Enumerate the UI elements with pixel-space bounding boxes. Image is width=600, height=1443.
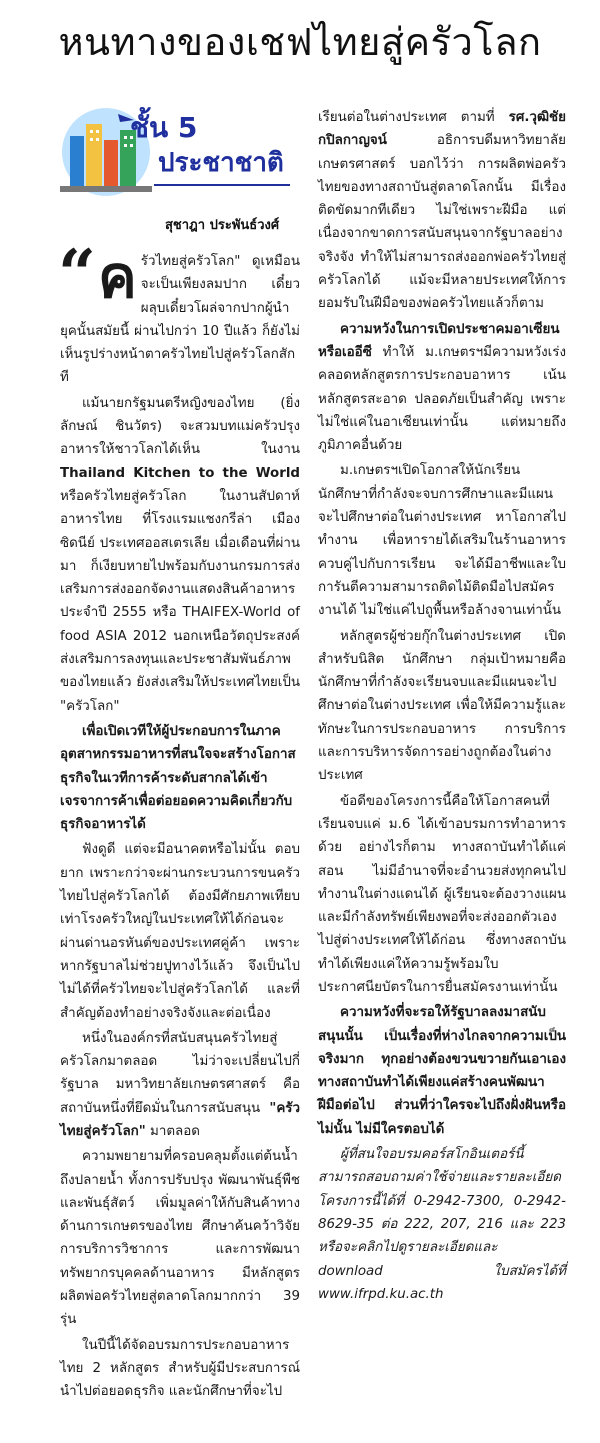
event-name: Thailand Kitchen to the World [60,465,300,481]
headline: หนทางของเชฟไทยสู่ครัวโลก [58,20,542,64]
drop-cap: ค [97,243,137,311]
paragraph: ความพยายามที่ครอบคลุมตั้งแต่ต้นน้ำถึงปลายน้ำ ทั้งการปรับปรุง พัฒนาพันธุ์พืชและพันธุ์สัตว์ เพิ่มมูลค่าให้กับสินค้าทางด้านการเกษตรของไทย ศึกษาค้นคว้าวิจัย การบริการวิชาการ และการพัฒนาทรัพยากรบุคคลด้านอาหาร มีหลักสูตรผลิตพ่อครัวไทยสู่ตลาดโลกมากกว่า 39 รุ่น [60,1149,300,1328]
paragraph: ความหวังที่จะรอให้รัฐบาลลงมาสนับสนุนนั้น เป็นเรื่องที่ห่างไกลจากความเป็นจริงมาก ทุกอย่างต้องขวนขวายกันเอาเองทางสถาบันทำได้เพียงแค่สร้างคนพัฒนาฝีมือต่อไป ส่วนที่ว่าใครจะไปถึงฝั่งฝันหรือไม่นั้น ไม่มีใครตอบได้ [318,1005,566,1137]
paragraph: หลักสูตรผู้ช่วยกุ๊กในต่างประเทศ เปิดสำหรับนิสิต นักศึกษา กลุ่มเป้าหมายคือนักศึกษาที่กำลังจะเรียนจบและมีแผนจะไปศึกษาต่อในต่างประเทศ เพื่อให้มีความรู้และทักษะในการประกอบอาหาร การบริการ และการบริหารจัดการอย่างถูกต้องในต่างประเทศ [318,628,566,784]
lead-text: รัวไทยสู่ครัวโลก" ดูเหมือนจะเป็นเพียงลมปาก เดี๋ยวผลุบเดี๋ยวโผล่จากปากผู้นำยุคนั้นสมัยนี้ ผ่านไปกว่า 10 ปีแล้ว ก็ยังไม่เห็นรูปร่างหน้าตาครัวไทยไปสู่ครัวโลกสักที [60,254,300,386]
column-name-line2: ประชาชาติ [158,142,284,183]
author-byline: สุชาฎา ประพันธ์วงศ์ [165,218,280,233]
column-name-line1: ชั้น 5 [130,111,198,144]
paragraph: ในปีนี้ได้จัดอบรมการประกอบอาหารไทย 2 หลักสูตร สำหรับผู้มีประสบการณ์นำไปต่อยอดธุรกิจ และนักศึกษาที่จะไป [60,1337,300,1400]
paragraph: เพื่อเปิดเวทีให้ผู้ประกอบการในภาคอุตสาหกรรมอาหารที่สนใจจะสร้างโอกาสธุรกิจในเวทีการค้าระดับสากลได้เข้าเจรจาการค้าเพื่อต่อยอดความคิดเกี่ยวกับธุรกิจอาหารได้ [60,723,296,833]
paragraph: ฟังดูดี แต่จะมีอนาคตหรือไม่นั้น ตอบยาก เพราะกว่าจะผ่านกระบวนการขนครัวไทยไปสู่ครัวโลกได้ ต้องมีศักยภาพเทียบเท่าโรงครัวใหญ่ในประเทศให้ได้ก่อนจะผ่านด่านอรหันต์ของประเทศคู่ค้า เพราะหากรัฐบาลไม่ช่วยปูทางไว้แล้ว จึงเป็นไปไม่ได้ที่ครัวไทยจะไปสู่ครัวโลกได้ และที่สำคัญต้องทำอย่างจริงจังและต่อเนื่อง [60,842,300,1021]
paragraph: หนึ่งในองค์กรที่สนับสนุนครัวไทยสู่ครัวโลกมาตลอด ไม่ว่าจะเปลี่ยนไปกี่รัฐบาล มหาวิทยาลัยเกษตรศาสตร์ คือสถาบันหนึ่งที่ยึดมั่นในการสนับสนุน "ครัวไทยสู่ครัวโลก" มาตลอด [60,1030,300,1139]
column-logo [60,106,304,198]
open-quote-mark: “ [58,235,96,313]
paragraph: ข้อดีของโครงการนี้คือให้โอกาสคนที่เรียนจบแค่ ม.6 ได้เข้าอบรมการทำอาหารด้วย อย่างไรก็ตาม ทางสถาบันทำได้แค่สอน ไม่มีอำนาจที่จะอำนวยส่งทุกคนไปทำงานในต่างแดนได้ ผู้เรียนจะต้องวางแผนและมีกำลังทรัพย์เพียงพอที่จะส่งออกตัวเองไปสู่ต่างประเทศให้ได้ก่อน ซึ่งทางสถาบันทำได้เพียงแค่ให้ความรู้พร้อมใบประกาศนียบัตรในการยื่นสมัครงานเท่านั้น [318,793,566,995]
paragraph: เรียนต่อในต่างประเทศ ตามที่ รศ.วุฒิชัย กปิลกาญจน์ อธิการบดีมหาวิทยาลัยเกษตรศาสตร์ บอกไว้ว่า การผลิตพ่อครัวไทยของทางสถาบันสู่ตลาดโลกนั้น มีเรื่องติดขัดมากทีเดียว ไม่ใช่เพราะฝีมือ แต่เนื่องจากขาดการสนับสนุนจากรัฐบาลอย่างจริงจัง ทำให้ไม่สามารถส่งออกพ่อครัวไทยสู่ครัวโลกได้ แม้จะมีหลายประเทศให้การยอมรับในฝีมือของพ่อครัวไทยแล้วก็ตาม [318,110,566,312]
paragraph: ความหวังในการเปิดประชาคมอาเซียน หรือเออีซี ทำให้ ม.เกษตรฯมีความหวังเร่งคลอดหลักสูตรการประกอบอาหาร เน้นหลักสูตรสะอาด ปลอดภัยเป็นสำคัญ เพราะไม่ใช่แค่ในอาเซียนเท่านั้น แต่หมายถึงภูมิภาคอื่นด้วย [318,321,566,454]
lead-paragraph [58,235,300,390]
contact-info: ผู้ที่สนใจอบรมคอร์สโกอินเตอร์นี้ สามารถสอบถามค่าใช้จ่ายและรายละเอียดโครงการนี้ได้ที่ 0-2942-7300, 0-2942-8629-35 ต่อ 222, 207, 216 และ 223 หรือจะคลิกไปดูรายละเอียดและ download ใบสมัครได้ที่ www.ifrpd.ku.ac.th [318,1147,566,1302]
paragraph: ม.เกษตรฯเปิดโอกาสให้นักเรียนนักศึกษาที่กำลังจะจบการศึกษาและมีแผนจะไปศึกษาต่อในต่างประเทศ หาโอกาสไปทำงาน เพื่อหารายได้เสริมในร้านอาหาร ควบคู่ไปกับการเรียน จะได้มีอาชีพและใบการันตีความสามารถติดไม้ติดมือไปสมัครงานได้ ไม่ใช่แค่ไปถูพื้นหรือล้างจานเท่านั้น [318,463,566,619]
left-column [58,235,300,1406]
paragraph: แม้นายกรัฐมนตรีหญิงของไทย (ยิ่งลักษณ์ ชินวัตร) จะสวมบทแม่ครัวปรุงอาหารให้ชาวโลกได้เห็น ในงาน Thailand Kitchen to the World หรือครัวไทยสู่ครัวโลก ในงานสัปดาห์อาหารไทย ที่โรงแรมแชงกรีล่า เมืองซิดนีย์ ประเทศออสเตรเลีย เมื่อเดือนที่ผ่านมา ก็เงียบหายไปพร้อมกับงานกรมการส่งเสริมการส่งออกจัดงานแสดงสินค้าอาหาร ประจำปี 2555 หรือ THAIFEX-World of food ASIA 2012 นอกเหนือวัตถุประสงค์ส่งเสริมการลงทุนและประชาสัมพันธ์ภาพของไทยแล้ว ยังส่งเสริมให้ประเทศไทยเป็น "ครัวโลก" [60,395,300,714]
right-column [318,106,566,1308]
campaign-name: "ครัวไทยสู่ครัวโลก" [60,1100,300,1139]
person-name: รศ.วุฒิชัย กปิลกาญจน์ [318,110,566,149]
aec-phrase: ความหวังในการเปิดประชาคมอาเซียน หรือเออีซี [318,321,560,360]
